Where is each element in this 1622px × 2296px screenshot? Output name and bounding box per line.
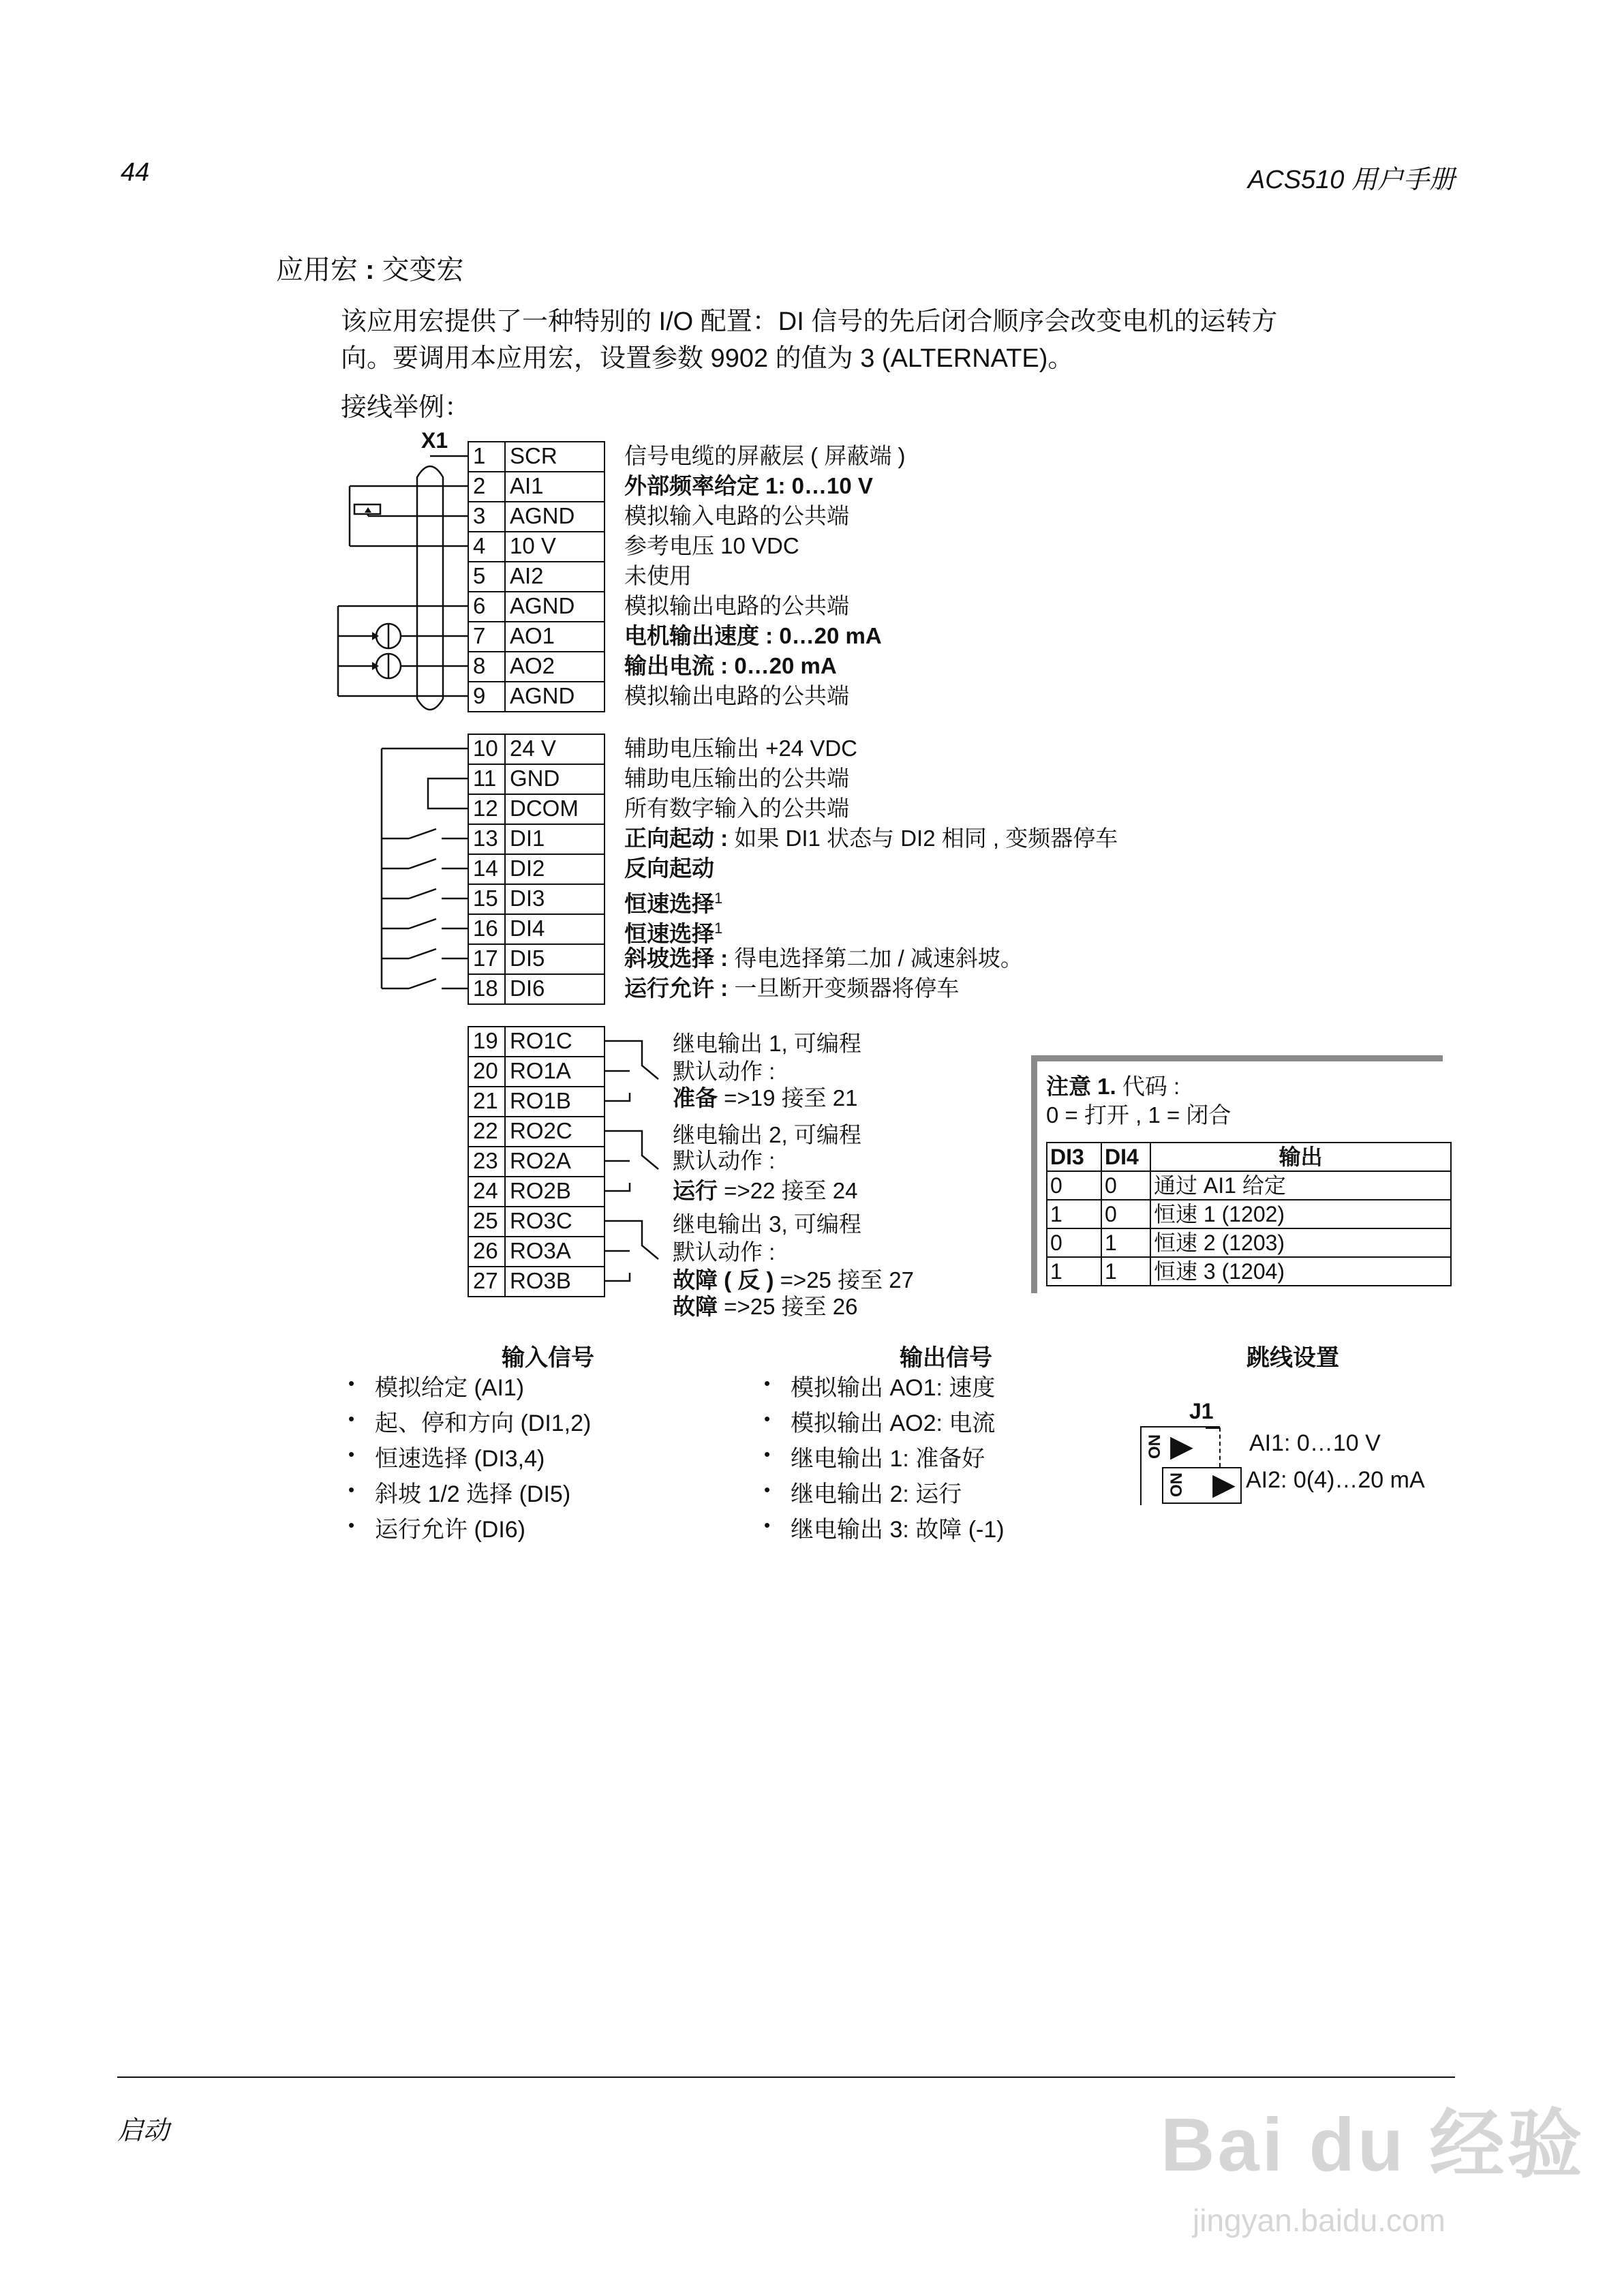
- page-number: 44: [121, 158, 150, 187]
- relay-text: =>25 接至 27: [774, 1267, 914, 1293]
- relay-text: =>22 接至 24: [718, 1178, 858, 1203]
- terminal-description: [624, 943, 1023, 973]
- terminal-description: [624, 764, 849, 794]
- terminal-number: 11: [469, 765, 506, 794]
- jumpers-header: 跳线设置: [1246, 1345, 1339, 1371]
- terminal-number: 13: [469, 825, 506, 854]
- terminal-row: [468, 471, 605, 501]
- relay-text: 继电输出 3, 可编程: [673, 1211, 861, 1237]
- terminal-number: 18: [469, 975, 506, 1003]
- table-cell: 1: [1047, 1257, 1101, 1286]
- terminal-desc-text: 所有数字输入的公共端: [624, 796, 849, 821]
- relay-line: [673, 1085, 857, 1112]
- table-cell: 0: [1101, 1200, 1150, 1228]
- terminal-function: 斜坡选择 :: [624, 946, 729, 971]
- relay-line: [673, 1030, 861, 1057]
- terminal-number: 21: [469, 1087, 506, 1116]
- table-cell: 恒速 3 (1204): [1150, 1257, 1451, 1286]
- terminal-number: 25: [469, 1207, 506, 1236]
- terminal-function: 电机输出速度 : 0…20 mA: [624, 623, 882, 648]
- bullet-icon: •: [764, 1479, 771, 1500]
- terminal-number: 15: [469, 885, 506, 913]
- table-cell: 通过 AI1 给定: [1150, 1171, 1451, 1200]
- terminal-function: 恒速选择: [624, 891, 714, 916]
- terminal-name: DI2: [510, 856, 545, 881]
- terminal-name: RO3B: [510, 1268, 571, 1293]
- table-cell: 1: [1101, 1257, 1150, 1286]
- terminal-description: [624, 681, 849, 711]
- terminal-desc-text: 未使用: [624, 563, 692, 588]
- terminal-description: [624, 854, 714, 883]
- terminal-row: [468, 734, 605, 764]
- table-cell: 0: [1047, 1228, 1101, 1257]
- terminal-row: [468, 561, 605, 591]
- terminal-name: 24 V: [510, 736, 556, 761]
- terminal-row: [468, 1116, 605, 1146]
- terminal-desc-text: 模拟输入电路的公共端: [624, 503, 849, 528]
- terminal-number: 7: [469, 622, 506, 651]
- table-cell: 0: [1101, 1171, 1150, 1200]
- terminal-row: [468, 621, 605, 651]
- terminal-number: 22: [469, 1117, 506, 1146]
- speed-meter: [376, 624, 401, 648]
- inputs-list-item: 起、停和方向 (DI1,2): [375, 1410, 592, 1436]
- footnote-ref: 1: [714, 890, 723, 907]
- terminal-function: 反向起动: [624, 856, 714, 881]
- para-text-end: )。: [1039, 344, 1074, 373]
- relay-line: [673, 1121, 861, 1149]
- terminal-name: DI4: [510, 916, 545, 941]
- relay-line: [673, 1177, 857, 1205]
- baidu-watermark-url: jingyan.baidu.com: [1193, 2203, 1445, 2238]
- relay-text: 继电输出 1, 可编程: [673, 1031, 861, 1056]
- relay-state: 故障 ( 反 ): [673, 1267, 774, 1293]
- jumper-name: J1: [1189, 1399, 1214, 1423]
- bullet-icon: •: [764, 1373, 771, 1393]
- terminal-number: 2: [469, 472, 506, 501]
- para-text: 向。要调用本应用宏，设置参数 9902 的值为 3 (: [341, 344, 891, 373]
- terminal-number: 10: [469, 735, 506, 764]
- terminal-name: RO1C: [510, 1028, 572, 1053]
- outputs-list-item: 模拟输出 AO2: 电流: [791, 1410, 996, 1436]
- terminal-function: 恒速选择: [624, 921, 714, 946]
- para-macro-name: ALTERNATE: [890, 344, 1039, 373]
- terminal-row: [468, 973, 605, 1005]
- manual-title: ACS510 用户手册: [1247, 166, 1455, 194]
- terminal-desc-text: 信号电缆的屏蔽层 ( 屏蔽端 ): [624, 443, 906, 468]
- table-row: [1047, 1257, 1451, 1286]
- relay-text: 默认动作 :: [673, 1148, 776, 1173]
- terminal-desc-text: 辅助电压输出 +24 VDC: [624, 736, 857, 761]
- outputs-list-item: 继电输出 1: 准备好: [791, 1446, 985, 1472]
- terminal-row: [468, 1206, 605, 1236]
- terminal-name: AGND: [510, 503, 575, 528]
- relay-state: 故障: [673, 1294, 718, 1319]
- terminal-row: [468, 824, 605, 854]
- bullet-icon: •: [764, 1515, 771, 1535]
- terminal-description: [624, 591, 849, 621]
- terminal-row: [468, 943, 605, 973]
- relay-line: [673, 1239, 775, 1266]
- terminal-name: RO2C: [510, 1118, 572, 1143]
- terminal-function: 正向起动 :: [624, 826, 729, 851]
- terminal-name: RO1A: [510, 1058, 571, 1083]
- table-row: [1047, 1200, 1451, 1228]
- note-title: [1046, 1069, 1180, 1101]
- terminal-name: AI1: [510, 473, 544, 498]
- jumper-arrow-icon: ▶: [1170, 1430, 1193, 1463]
- terminal-row: [468, 1146, 605, 1176]
- table-cell: 恒速 1 (1202): [1150, 1200, 1451, 1228]
- terminal-description: [624, 651, 837, 681]
- outputs-list-item: 模拟输出 AO1: 速度: [791, 1375, 996, 1401]
- bullet-icon: •: [348, 1444, 355, 1464]
- terminal-description: [624, 824, 1118, 854]
- terminal-number: 5: [469, 562, 506, 591]
- jumper-ai1-label: AI1: 0…10 V: [1249, 1430, 1381, 1456]
- relay-line: [673, 1267, 914, 1294]
- bullet-icon: •: [764, 1408, 771, 1429]
- bullet-icon: •: [348, 1515, 355, 1535]
- note-title-bold: 注意 1.: [1046, 1074, 1116, 1099]
- terminal-name: AGND: [510, 593, 575, 618]
- terminal-description: [624, 531, 799, 561]
- terminal-desc-text: 得电选择第二加 / 减速斜坡。: [728, 946, 1023, 971]
- note-legend: 0 = 打开 , 1 = 闭合: [1046, 1102, 1231, 1128]
- table-header-row: [1047, 1143, 1451, 1171]
- terminal-row: [468, 681, 605, 712]
- terminal-number: 20: [469, 1057, 506, 1086]
- terminal-name: RO2A: [510, 1148, 571, 1173]
- terminal-description: [624, 734, 857, 764]
- bullet-icon: •: [348, 1373, 355, 1393]
- wiring-example-label: 接线举例：: [341, 393, 471, 422]
- terminal-number: 6: [469, 592, 506, 621]
- terminal-row: [468, 913, 605, 943]
- terminal-name: DCOM: [510, 796, 579, 821]
- terminal-number: 19: [469, 1027, 506, 1056]
- terminal-description: [624, 471, 873, 501]
- terminal-row: [468, 1086, 605, 1116]
- terminal-row: [468, 794, 605, 824]
- relay-text: =>19 接至 21: [718, 1085, 858, 1111]
- section-title-b: 交变宏: [382, 255, 464, 285]
- relay-state: 运行: [673, 1178, 718, 1203]
- jumper-slot: [1206, 1428, 1221, 1467]
- relay-text: =>25 接至 26: [718, 1294, 858, 1319]
- table-cell: 1: [1101, 1228, 1150, 1257]
- section-title-a: 应用宏: [276, 255, 358, 285]
- relay-line: [673, 1293, 857, 1320]
- terminal-description: [624, 794, 849, 824]
- terminal-name: DI5: [510, 946, 545, 971]
- terminal-row: [468, 1266, 605, 1297]
- terminal-desc-text: 如果 DI1 状态与 DI2 相同 , 变频器停车: [728, 826, 1118, 851]
- terminal-name: SCR: [510, 443, 557, 468]
- terminal-number: 4: [469, 532, 506, 561]
- terminal-number: 14: [469, 855, 506, 883]
- inputs-list-item: 模拟给定 (AI1): [375, 1375, 525, 1401]
- jumper-on-label: ON: [1146, 1434, 1164, 1459]
- terminal-number: 16: [469, 915, 506, 943]
- inputs-list-item: 恒速选择 (DI3,4): [375, 1446, 545, 1472]
- relay-text: 继电输出 2, 可编程: [673, 1122, 861, 1147]
- intro-paragraph-line2: [341, 337, 1073, 374]
- terminal-row: [468, 651, 605, 681]
- terminal-number: 3: [469, 502, 506, 531]
- col-di4: DI4: [1101, 1143, 1150, 1171]
- table-row: [1047, 1171, 1451, 1200]
- terminal-number: 12: [469, 795, 506, 824]
- note-title-text: 代码 :: [1116, 1074, 1180, 1099]
- table-cell: 恒速 2 (1203): [1150, 1228, 1451, 1257]
- terminal-number: 23: [469, 1147, 506, 1176]
- terminal-name: AO2: [510, 653, 555, 678]
- terminal-description: [624, 441, 905, 471]
- terminal-description: [624, 501, 849, 531]
- terminal-name: AGND: [510, 683, 575, 708]
- terminal-row: [468, 854, 605, 883]
- terminal-description: [624, 561, 692, 591]
- section-title: [276, 248, 464, 287]
- outputs-header: 输出信号: [900, 1345, 992, 1371]
- terminal-desc-text: 辅助电压输出的公共端: [624, 766, 849, 791]
- terminal-number: 24: [469, 1177, 506, 1206]
- terminal-number: 1: [469, 442, 506, 471]
- current-meter: [376, 654, 401, 678]
- terminal-name: GND: [510, 766, 560, 791]
- table-row: [1047, 1228, 1451, 1257]
- relay-text: 默认动作 :: [673, 1239, 776, 1265]
- jumper-ai2: [1140, 1467, 1242, 1505]
- terminal-desc-text: 参考电压 10 VDC: [624, 533, 799, 558]
- terminal-number: 27: [469, 1267, 506, 1296]
- jumper-arrow-icon-2: ▶: [1212, 1468, 1236, 1501]
- terminal-row: [468, 501, 605, 531]
- col-output: 输出: [1150, 1143, 1451, 1171]
- bullet-icon: •: [348, 1408, 355, 1429]
- terminal-name: RO3C: [510, 1208, 572, 1233]
- inputs-header: 输入信号: [502, 1345, 594, 1371]
- terminal-desc-text: 模拟输出电路的公共端: [624, 683, 849, 708]
- terminal-name: AO1: [510, 623, 555, 648]
- terminal-name: 10 V: [510, 533, 556, 558]
- jumper-on-label-2: ON: [1167, 1472, 1186, 1497]
- terminal-name: DI6: [510, 976, 545, 1001]
- terminal-desc-text: 一旦断开变频器将停车: [728, 976, 960, 1001]
- jumper-ai2-label: AI2: 0(4)…20 mA: [1246, 1467, 1425, 1493]
- terminal-number: 26: [469, 1237, 506, 1266]
- bullet-icon: •: [348, 1479, 355, 1500]
- terminal-row: [468, 591, 605, 621]
- terminal-description: [624, 973, 959, 1003]
- inputs-list-item: 斜坡 1/2 选择 (DI5): [375, 1481, 571, 1507]
- terminal-row: [468, 1026, 605, 1056]
- footer-chapter: 启动: [117, 2117, 170, 2145]
- section-title-colon: :: [358, 255, 382, 285]
- terminal-row: [468, 1236, 605, 1266]
- bullet-icon: •: [764, 1444, 771, 1464]
- relay-line: [673, 1211, 861, 1238]
- di-code-table: [1046, 1142, 1452, 1286]
- table-cell: 0: [1047, 1171, 1101, 1200]
- terminal-description: [624, 621, 882, 651]
- terminal-function: 运行允许 :: [624, 976, 729, 1001]
- terminal-row: [468, 883, 605, 913]
- terminal-number: 17: [469, 945, 506, 973]
- intro-paragraph-line1: 该应用宏提供了一种特别的 I/O 配置：DI 信号的先后闭合顺序会改变电机的运转方: [341, 307, 1278, 336]
- relay-line: [673, 1147, 775, 1175]
- footnote-ref: 1: [714, 920, 723, 937]
- terminal-name: AI2: [510, 563, 544, 588]
- terminal-number: 8: [469, 652, 506, 681]
- outputs-list-item: 继电输出 3: 故障 (-1): [791, 1517, 1005, 1543]
- terminal-name: DI3: [510, 886, 545, 911]
- relay-text: 默认动作 :: [673, 1059, 776, 1084]
- jumper-ai1: [1140, 1426, 1220, 1467]
- terminal-row: [468, 764, 605, 794]
- terminal-function: 输出电流 : 0…20 mA: [624, 653, 837, 678]
- terminal-row: [468, 1056, 605, 1086]
- baidu-watermark-logo: Bai du 经验: [1161, 2103, 1585, 2187]
- terminal-row: [468, 531, 605, 561]
- terminal-name: RO2B: [510, 1178, 571, 1203]
- terminal-name: DI1: [510, 826, 545, 851]
- relay-state: 准备: [673, 1085, 718, 1111]
- terminal-function: 外部频率给定 1: 0…10 V: [624, 473, 873, 498]
- inputs-list-item: 运行允许 (DI6): [375, 1517, 525, 1543]
- terminal-desc-text: 模拟输出电路的公共端: [624, 593, 849, 618]
- relay-line: [673, 1058, 775, 1085]
- table-cell: 1: [1047, 1200, 1101, 1228]
- outputs-list-item: 继电输出 2: 运行: [791, 1481, 962, 1507]
- terminal-name: RO1B: [510, 1088, 571, 1113]
- col-di3: DI3: [1047, 1143, 1101, 1171]
- terminal-row: [468, 1176, 605, 1206]
- footer-rule: [117, 2076, 1455, 2078]
- terminal-name: RO3A: [510, 1238, 571, 1263]
- terminal-number: 9: [469, 682, 506, 711]
- connector-label: X1: [421, 428, 448, 453]
- potentiometer: [354, 504, 380, 514]
- cable-shield: [417, 466, 443, 710]
- terminal-row: [468, 441, 605, 471]
